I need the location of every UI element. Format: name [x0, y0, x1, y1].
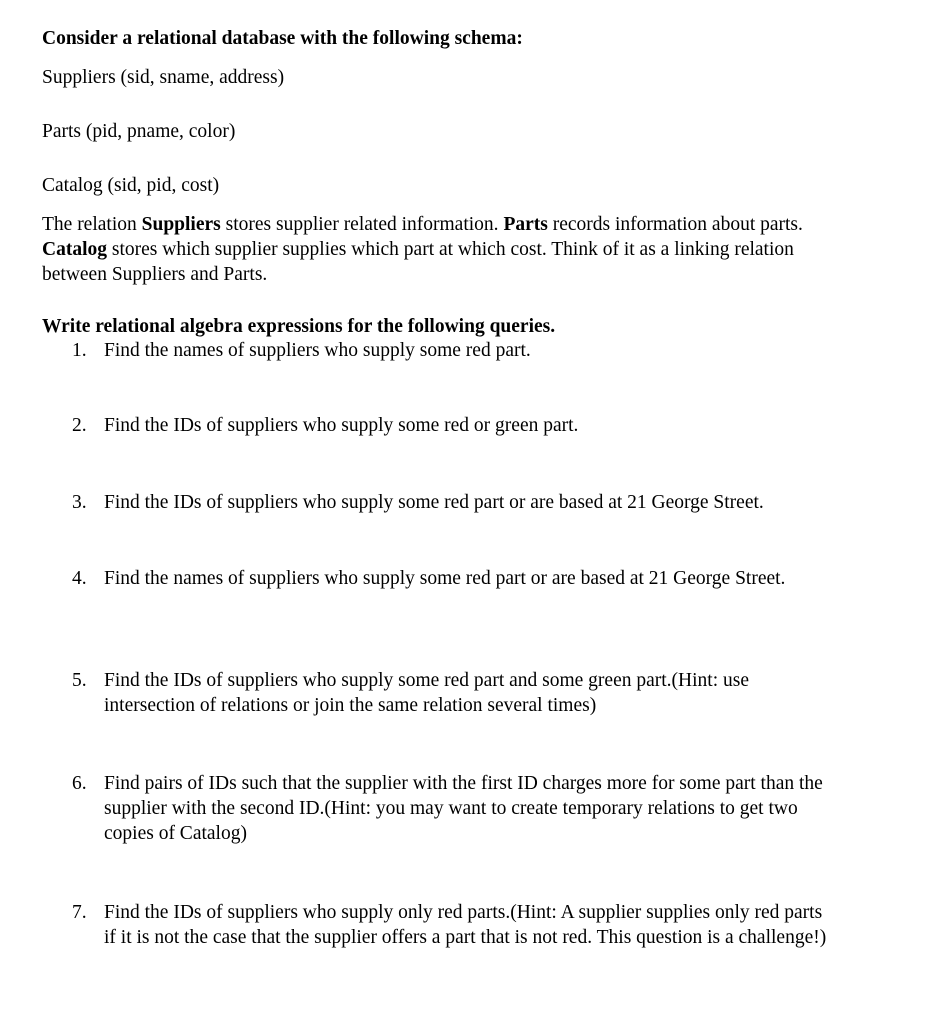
description-text-1: The relation	[42, 214, 142, 235]
question-number: 2.	[72, 415, 87, 436]
description-bold-catalog: Catalog	[42, 239, 107, 260]
question-number: 6.	[72, 773, 87, 794]
question-number: 7.	[72, 902, 87, 923]
question-text: Find the names of suppliers who supply some red part.	[104, 340, 531, 361]
question-number: 4.	[72, 568, 87, 589]
question-number: 3.	[72, 492, 87, 513]
question-2	[72, 413, 872, 438]
question-text: Find the IDs of suppliers who supply some red part or are based at 21 George Street.	[104, 492, 764, 513]
question-5	[72, 668, 832, 718]
question-text: Find the IDs of suppliers who supply some red part and some green part.(Hint: use intersection of relations or join the same relation several times)	[104, 670, 750, 716]
intro-heading: Consider a relational database with the following schema:	[42, 28, 523, 49]
description-bold-suppliers: Suppliers	[141, 214, 221, 235]
question-text: Find pairs of IDs such that the supplier with the first ID charges more for some part than the supplier with the second ID.(Hint: you may want to create temporary relations to get two copies of Catalog)	[104, 773, 823, 844]
description-text-3: records information about parts.	[547, 214, 803, 235]
question-3	[72, 490, 872, 515]
question-text: Find the names of suppliers who supply some red part or are based at 21 George Street.	[104, 568, 786, 589]
schema-suppliers: Suppliers (sid, sname, address)	[42, 67, 285, 88]
schema-parts: Parts (pid, pname, color)	[42, 121, 236, 142]
description-text-4: stores which supplier supplies which part at which cost. Think of it as a linking relation between Suppliers and Parts.	[42, 239, 794, 285]
question-7	[72, 900, 832, 950]
task-heading: Write relational algebra expressions for the following queries.	[42, 316, 556, 337]
question-number: 1.	[72, 340, 87, 361]
description-text-2: stores supplier related information.	[220, 214, 504, 235]
question-1	[72, 338, 872, 363]
question-4	[72, 566, 817, 591]
question-6	[72, 771, 842, 846]
question-text: Find the IDs of suppliers who supply only red parts.(Hint: A supplier supplies only red parts if it is not the case that the supplier offers a part that is not red. This question is a challenge!)	[104, 902, 827, 948]
schema-catalog: Catalog (sid, pid, cost)	[42, 175, 220, 196]
description-paragraph	[42, 212, 842, 287]
question-text: Find the IDs of suppliers who supply some red or green part.	[104, 415, 579, 436]
question-number: 5.	[72, 670, 87, 691]
description-bold-parts: Parts	[503, 214, 548, 235]
